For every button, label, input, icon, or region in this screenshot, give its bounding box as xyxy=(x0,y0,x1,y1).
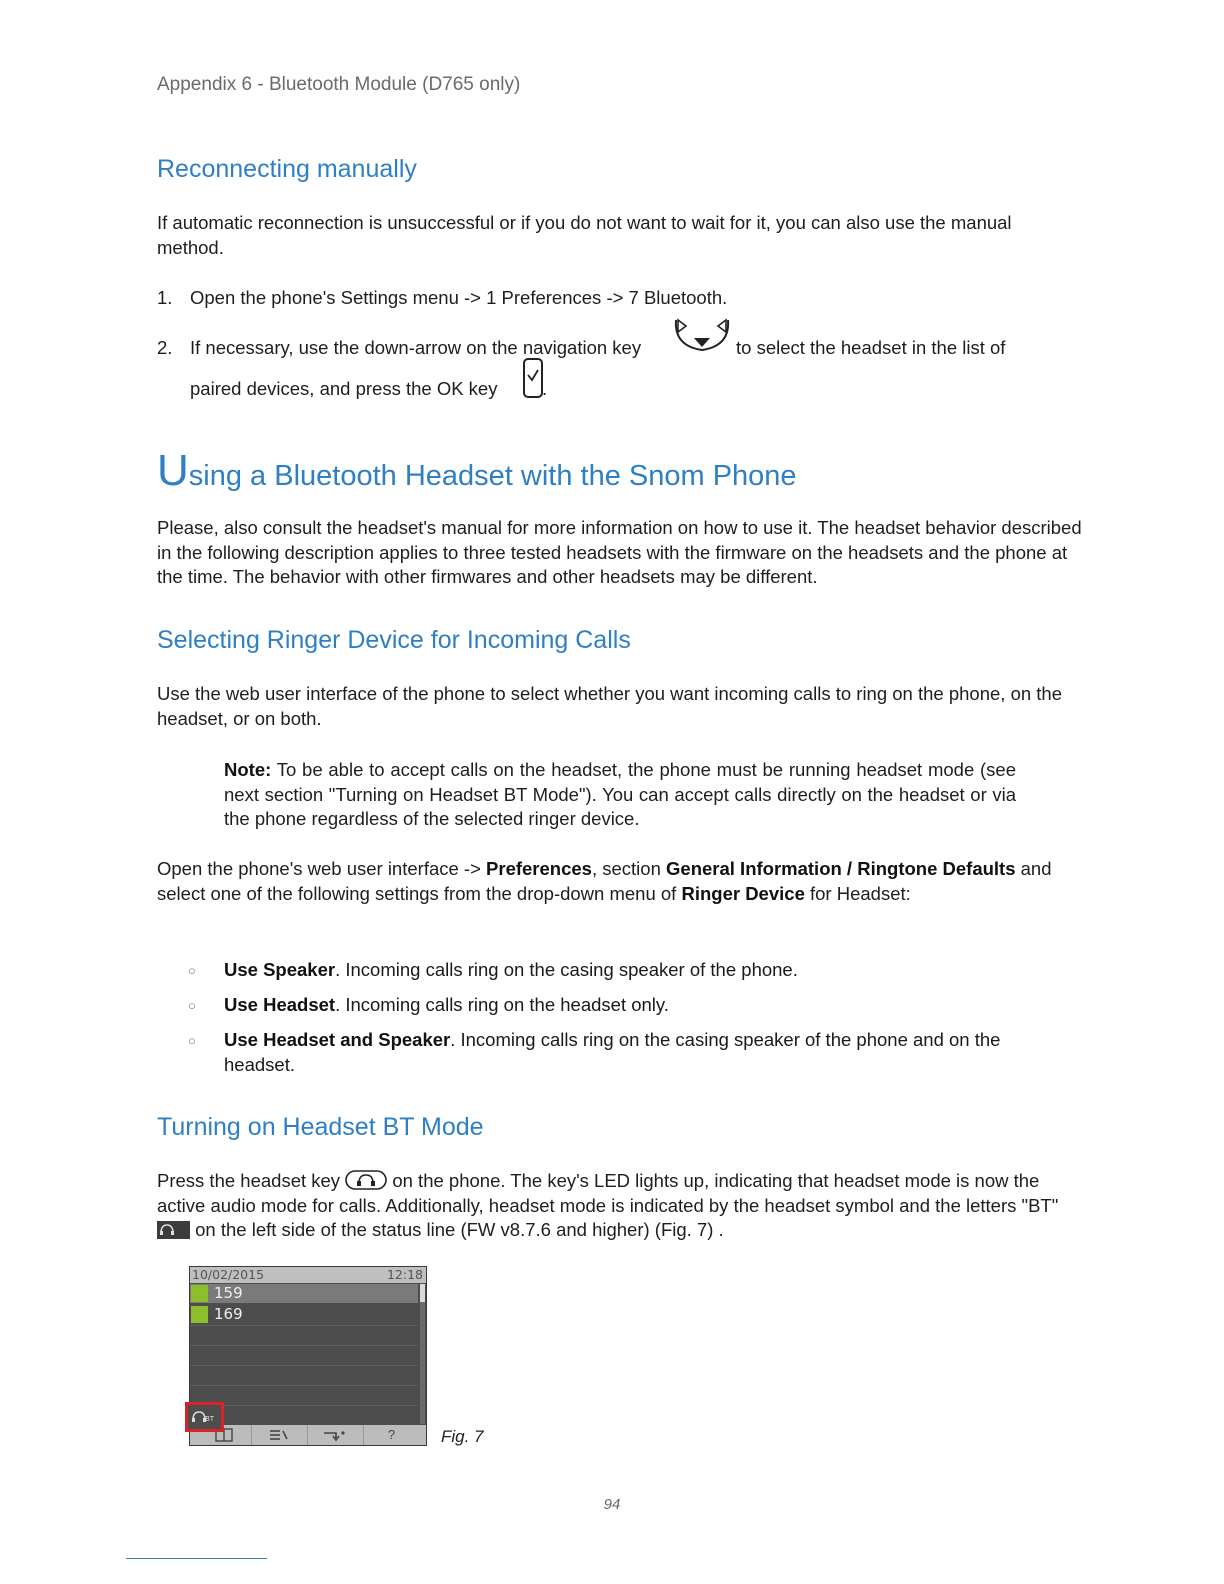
phone-scrollbar xyxy=(420,1284,425,1424)
divider xyxy=(190,1385,418,1386)
bullet-icon: ○ xyxy=(188,1033,196,1048)
figure-caption: Fig. 7 xyxy=(441,1427,484,1446)
ringer-intro: Use the web user interface of the phone to select whether you want incoming calls to ring on the phone, on the headset, or on both. xyxy=(157,683,1063,729)
phone-date: 10/02/2015 xyxy=(192,1267,265,1282)
divider xyxy=(190,1325,418,1326)
phone-call-icon xyxy=(191,1285,208,1302)
instr-text-a: Open the phone's web user interface -> xyxy=(157,858,481,879)
instr-text-g: for Headset: xyxy=(810,882,911,904)
call-number: 159 xyxy=(214,1284,243,1302)
navigation-key-icon xyxy=(672,316,732,356)
option-text: . Incoming calls ring on the casing speaker of the phone. xyxy=(335,959,798,980)
section-title-bt-mode: Turning on Headset BT Mode xyxy=(157,1113,484,1141)
call-number: 169 xyxy=(214,1305,243,1323)
bt-text-b: on the phone. The key's LED lights up, indicating that headset mode is now the active audio mode for calls. Additionally, headset mode is indicated by the headset symbol and the letters "BT" xyxy=(157,1170,1059,1216)
headset-key-icon xyxy=(345,1170,387,1190)
call-list-item xyxy=(190,1284,418,1303)
option-use-speaker xyxy=(224,958,1074,983)
step-2-period: . xyxy=(542,378,548,399)
step-2-text-b: to select the headset in the list of xyxy=(736,337,1006,358)
bt-highlight-box xyxy=(185,1402,224,1432)
forward-icon xyxy=(308,1425,364,1445)
section-title-reconnecting: Reconnecting manually xyxy=(157,155,417,183)
divider xyxy=(190,1405,418,1406)
divider xyxy=(190,1345,418,1346)
step-2-number: 2. xyxy=(157,337,173,358)
step-1-text: Open the phone's Settings menu -> 1 Preferences -> 7 Bluetooth. xyxy=(190,287,728,308)
headset-intro: Please, also consult the headset's manual for more information on how to use it. The headset behavior described in the following description applies to three tested headsets with the firmware on the headsets and the phone at the time. The behavior with other firmwares and other headsets may be different. xyxy=(157,517,1082,587)
divider xyxy=(190,1365,418,1366)
step-1-number: 1. xyxy=(157,287,173,308)
main-heading-rest: sing a Bluetooth Headset with the Snom Phone xyxy=(188,460,797,492)
option-use-headset-and-speaker xyxy=(224,1028,1074,1077)
note-block xyxy=(224,758,1016,832)
bt-mode-paragraph xyxy=(157,1169,1062,1243)
instr-text-e: and select one of the following settings from the drop-down menu of xyxy=(157,858,1052,904)
instr-preferences: Preferences xyxy=(486,858,592,879)
option-use-headset xyxy=(224,993,1074,1018)
call-list-item xyxy=(190,1305,418,1324)
instr-general-info: General Information / Ringtone Defaults xyxy=(666,858,1016,879)
section-title-ringer: Selecting Ringer Device for Incoming Calls xyxy=(157,626,631,654)
bullet-icon: ○ xyxy=(188,998,196,1013)
bullet-icon: ○ xyxy=(188,963,196,978)
instr-ringer-device: Ringer Device xyxy=(681,882,805,904)
ok-key-icon xyxy=(522,357,544,399)
bt-label: BT xyxy=(205,1415,215,1423)
phone-softkey-bar xyxy=(190,1425,426,1445)
option-bold: Use Speaker xyxy=(224,959,336,980)
ringer-instructions xyxy=(157,857,1057,906)
note-label: Note: xyxy=(224,759,272,780)
help-icon: ? xyxy=(387,1427,396,1442)
option-text: . Incoming calls ring on the casing speaker of the phone and on the headset. xyxy=(224,1029,1001,1075)
bt-status-icon xyxy=(157,1221,190,1239)
main-heading xyxy=(157,446,797,496)
phone-scroll-thumb xyxy=(420,1284,425,1302)
page-header: Appendix 6 - Bluetooth Module (D765 only) xyxy=(157,74,521,95)
reconnect-intro: If automatic reconnection is unsuccessful or if you do not want to wait for it, you can also use the manual method. xyxy=(157,212,1012,258)
phone-display-figure xyxy=(189,1266,427,1446)
step-2-line-2 xyxy=(190,377,497,401)
footer-divider xyxy=(126,1558,267,1559)
phone-call-icon xyxy=(191,1306,208,1323)
option-bold: Use Headset and Speaker xyxy=(224,1029,451,1050)
option-text: . Incoming calls ring on the headset only. xyxy=(335,994,669,1015)
phone-time: 12:18 xyxy=(386,1267,423,1282)
phone-status-line xyxy=(190,1267,426,1283)
main-heading-initial: U xyxy=(157,446,189,495)
step-2-text-c: paired devices, and press the OK key xyxy=(190,378,498,399)
note-text: To be able to accept calls on the headset, the phone must be running headset mode (see next section "Turning on Headset BT Mode"). You can accept calls directly on the headset or via the phone regardless of the selected ringer device. xyxy=(224,759,1016,829)
call-list-icon xyxy=(252,1425,308,1445)
step-2-text-a: If necessary, use the down-arrow on the navigation key xyxy=(190,337,642,358)
option-bold: Use Headset xyxy=(224,994,336,1015)
instr-text-c: , section xyxy=(591,858,661,879)
bt-text-a: Press the headset key xyxy=(157,1170,341,1191)
page-number: 94 xyxy=(603,1496,621,1513)
bt-text-c: on the left side of the status line (FW v8.7.6 and higher) (Fig. 7) . xyxy=(195,1219,724,1240)
